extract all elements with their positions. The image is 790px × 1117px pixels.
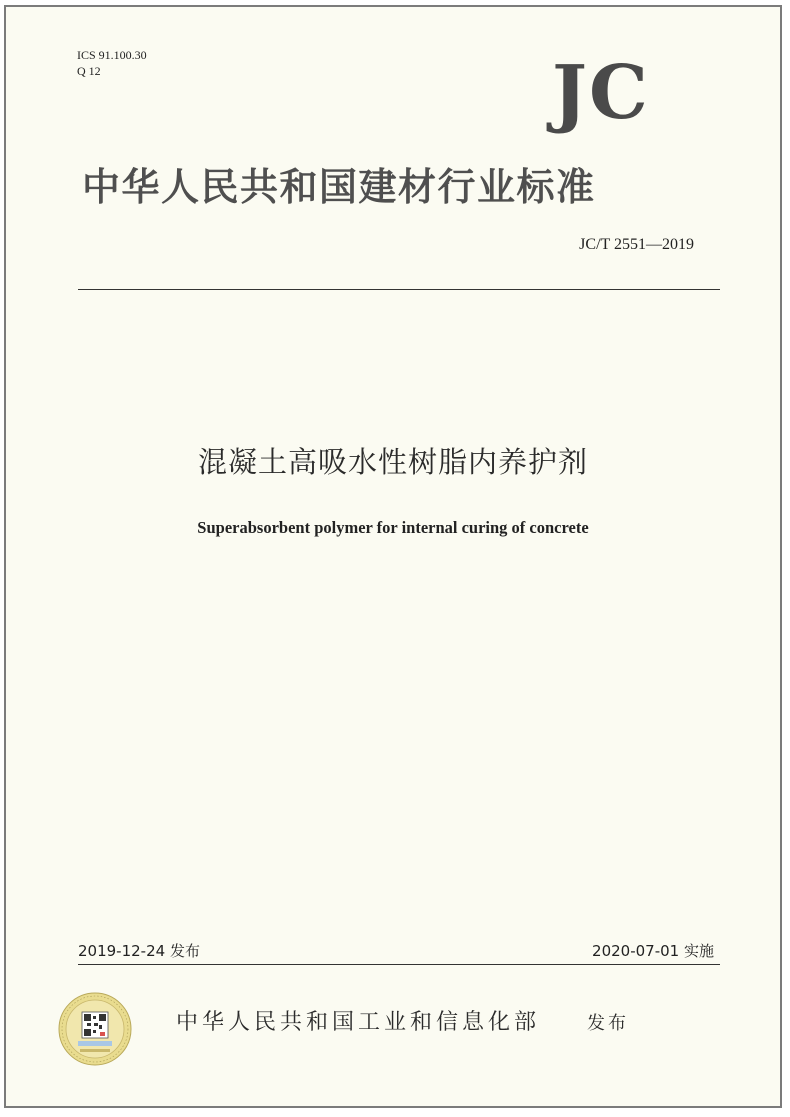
implementation-date: 2020-07-01 实施 xyxy=(592,942,714,960)
anti-counterfeit-seal-icon xyxy=(58,992,132,1066)
issuer-action: 发布 xyxy=(587,1013,629,1034)
ics-code: ICS 91.100.30 xyxy=(77,48,147,62)
header-divider xyxy=(78,289,720,290)
standard-number: JC/T 2551—2019 xyxy=(579,236,694,253)
jc-logo: JC xyxy=(552,50,650,136)
footer-divider xyxy=(78,964,720,965)
ccs-code: Q 12 xyxy=(77,64,101,78)
standard-type-heading: 中华人民共和国建材行业标准 xyxy=(82,165,596,209)
classification-codes xyxy=(77,47,147,79)
issue-date: 2019-12-24 发布 xyxy=(78,942,200,960)
issuing-authority: 中华人民共和国工业和信息化部 xyxy=(176,1010,541,1035)
standard-cover-page xyxy=(4,5,782,1108)
document-title-chinese: 混凝土高吸水性树脂内养护剂 xyxy=(197,445,588,479)
document-title-english: Superabsorbent polymer for internal curing of concrete xyxy=(197,518,589,537)
